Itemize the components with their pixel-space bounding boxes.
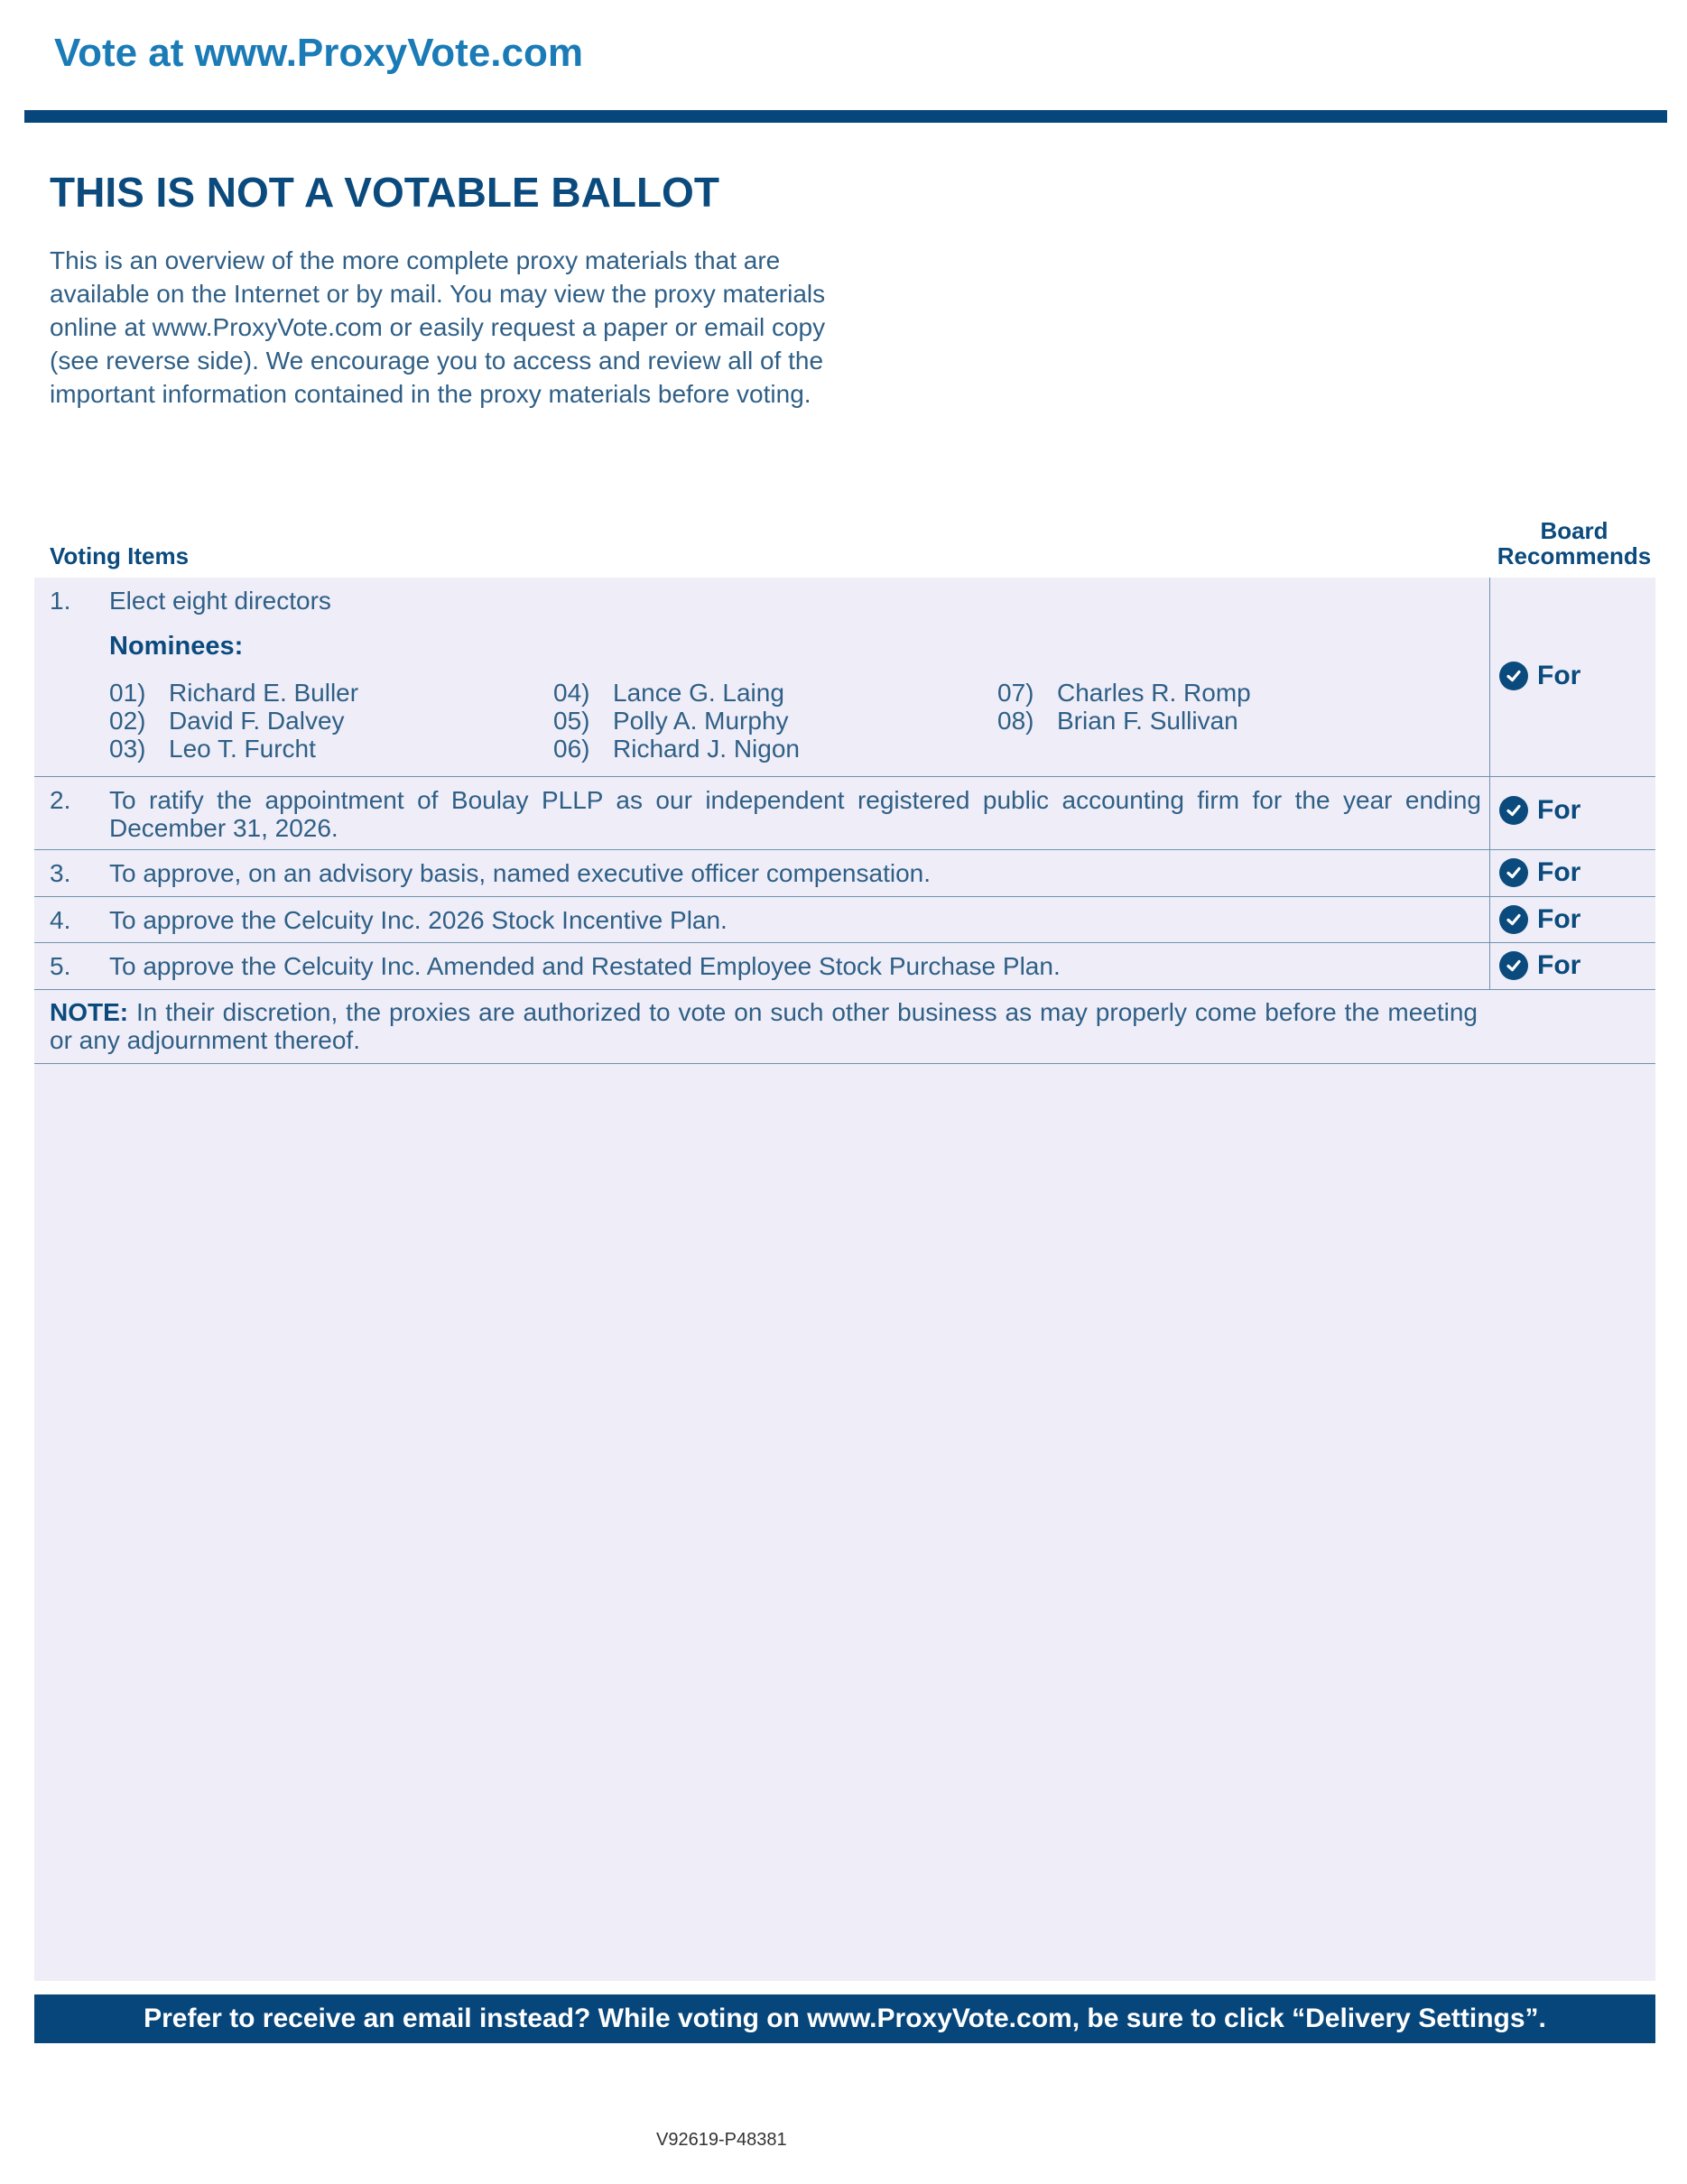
item-number: 3. (50, 859, 71, 887)
nominee (109, 679, 358, 707)
nominee-name: Richard J. Nigon (613, 735, 800, 763)
recommendation-for (1499, 857, 1580, 888)
item-number: 4. (50, 906, 71, 934)
check-circle-icon (1499, 796, 1528, 825)
recommendation-for (1499, 950, 1580, 981)
nominee-number: 01) (109, 679, 146, 707)
voting-item-2 (34, 777, 1655, 850)
check-circle-icon (1499, 662, 1528, 690)
nominee-number: 03) (109, 735, 146, 763)
nominees-label: Nominees: (109, 632, 244, 661)
item-number: 2. (50, 786, 71, 814)
voting-item-3 (34, 850, 1655, 897)
note-paragraph (50, 998, 1478, 1054)
recommendation-for (1499, 795, 1580, 826)
nominee (553, 707, 800, 735)
board-recommendation (1489, 897, 1656, 942)
nominee-name: Richard E. Buller (169, 679, 359, 707)
voting-item-4 (34, 897, 1655, 943)
nominee-number: 08) (997, 707, 1034, 735)
voting-items-header: Voting Items (50, 542, 190, 569)
recommendation-for (1499, 904, 1580, 935)
nominees-column-2 (553, 679, 800, 763)
voting-item-5 (34, 943, 1655, 990)
nominee-name: Leo T. Furcht (169, 735, 316, 763)
nominees-column-3 (997, 679, 1251, 735)
nominee (109, 735, 358, 763)
board-recommendation (1489, 777, 1656, 849)
voting-item-1 (34, 578, 1655, 777)
recommendation-label: For (1537, 904, 1581, 934)
nominee-number: 07) (997, 679, 1034, 707)
intro-paragraph: This is an overview of the more complete proxy materials that are available on the Internet or by mail. You may view the proxy materials online at www.ProxyVote.com or easily request a paper or email copy (see reverse side). We encourage you to access and review all of the important information contained in the proxy materials before voting. (50, 246, 826, 408)
recommendation-label: For (1537, 857, 1581, 887)
board-recommends-line1: Board (1540, 517, 1608, 544)
nominee-name: David F. Dalvey (169, 707, 345, 735)
nominee (997, 679, 1251, 707)
note-label: NOTE: (50, 998, 129, 1026)
item-number: 1. (50, 587, 71, 615)
nominee-number: 04) (553, 679, 590, 707)
recommendation-for (1499, 661, 1580, 691)
header-divider (24, 110, 1667, 123)
check-circle-icon (1499, 858, 1528, 887)
nominee-number: 06) (553, 735, 590, 763)
recommendation-label: For (1537, 795, 1581, 825)
nominee (553, 679, 800, 707)
ballot-title: THIS IS NOT A VOTABLE BALLOT (50, 169, 719, 216)
header-title[interactable]: Vote at www.ProxyVote.com (54, 31, 583, 75)
nominee-name: Polly A. Murphy (613, 707, 789, 735)
item-text: To approve the Celcuity Inc. 2026 Stock Incentive Plan. (109, 906, 728, 934)
item-number: 5. (50, 952, 71, 980)
delivery-settings-banner: Prefer to receive an email instead? While voting on www.ProxyVote.com, be sure to click “Delivery Settings”. (34, 1994, 1655, 2043)
document-code: V92619-P48381 (656, 2130, 787, 2150)
nominees-column-1 (109, 679, 358, 763)
item-text: Elect eight directors (109, 587, 331, 615)
board-recommendation (1489, 578, 1656, 776)
item-text: To approve the Celcuity Inc. Amended and Restated Employee Stock Purchase Plan. (109, 952, 1061, 980)
note-divider (34, 1063, 1655, 1064)
item-text: To approve, on an advisory basis, named executive officer compensation. (109, 859, 931, 887)
board-recommends-header (1489, 518, 1659, 569)
nominee (109, 707, 358, 735)
item-text: To ratify the appointment of Boulay PLLP as our independent registered public accounting firm for the year ending December 31, 2026. (109, 786, 1481, 842)
board-recommendation (1489, 850, 1656, 896)
nominee (553, 735, 800, 763)
check-circle-icon (1499, 951, 1528, 980)
board-recommendation (1489, 943, 1656, 989)
note-text: In their discretion, the proxies are authorized to vote on such other business as may properly come before the meeting or any adjournment thereof. (50, 998, 1478, 1054)
nominee-name: Brian F. Sullivan (1057, 707, 1238, 735)
recommendation-label: For (1537, 950, 1581, 980)
nominee-number: 05) (553, 707, 590, 735)
check-circle-icon (1499, 905, 1528, 934)
nominee-name: Lance G. Laing (613, 679, 784, 707)
recommendation-label: For (1537, 661, 1581, 690)
nominee (997, 707, 1251, 735)
nominee-number: 02) (109, 707, 146, 735)
nominee-name: Charles R. Romp (1057, 679, 1251, 707)
board-recommends-line2: Recommends (1497, 542, 1652, 569)
